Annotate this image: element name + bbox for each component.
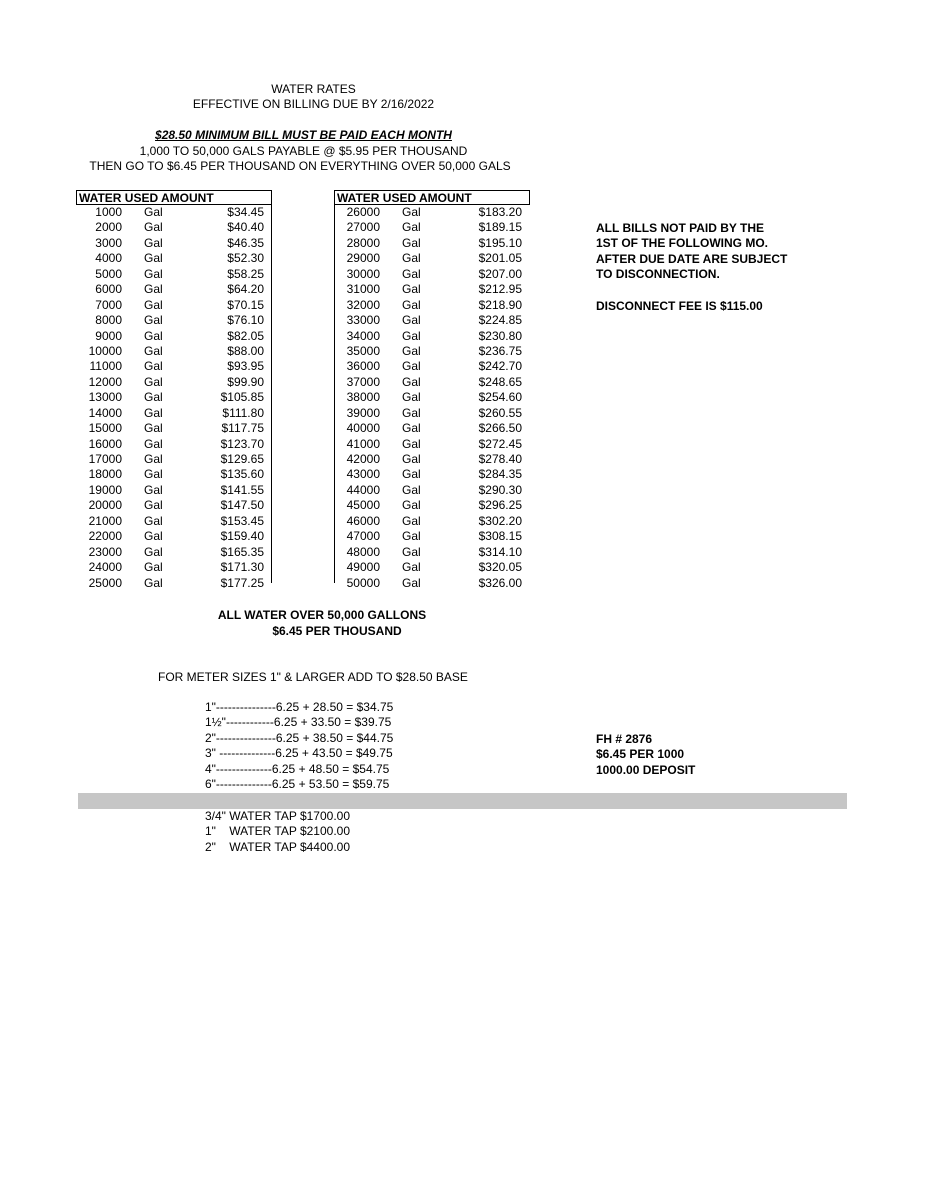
amount-cell: $266.50: [478, 421, 522, 436]
unit-cell: Gal: [144, 359, 163, 374]
gallons-cell: 3000: [95, 235, 122, 250]
amount-cell: $296.25: [478, 498, 522, 513]
gallons-cell: 46000: [346, 513, 380, 528]
water-tap-item: 3/4" WATER TAP $1700.00: [205, 809, 351, 823]
gallons-cell: 48000: [346, 544, 380, 559]
effective-date: EFFECTIVE ON BILLING DUE BY 2/16/2022: [192, 97, 435, 111]
unit-cell: Gal: [144, 235, 163, 250]
gallons-cell: 23000: [88, 544, 122, 559]
amount-cell: $212.95: [478, 282, 522, 297]
unit-cell: Gal: [144, 575, 163, 590]
gallons-cell: 2000: [95, 220, 122, 235]
meter-size-item: 3" --------------6.25 + 43.50 = $49.75: [205, 746, 393, 761]
unit-cell: Gal: [144, 498, 163, 513]
meter-size-item: 1½"------------6.25 + 33.50 = $39.75: [205, 715, 392, 730]
table-row: [76, 313, 272, 328]
gallons-cell: 25000: [88, 575, 122, 590]
table-row: [334, 529, 530, 544]
gallons-cell: 33000: [346, 313, 380, 328]
notice-line: AFTER DUE DATE ARE SUBJECT: [596, 251, 788, 266]
unit-cell: Gal: [402, 266, 421, 281]
table-row: [334, 267, 530, 282]
unit-cell: Gal: [402, 575, 421, 590]
unit-cell: Gal: [402, 421, 421, 436]
gallons-cell: 29000: [346, 251, 380, 266]
unit-cell: Gal: [402, 529, 421, 544]
gallons-cell: 22000: [88, 529, 122, 544]
unit-cell: Gal: [402, 343, 421, 358]
amount-cell: $195.10: [478, 235, 522, 250]
amount-cell: $201.05: [478, 251, 522, 266]
unit-cell: Gal: [402, 359, 421, 374]
table-row: [76, 483, 272, 498]
gallons-cell: 20000: [88, 498, 122, 513]
gallons-cell: 45000: [346, 498, 380, 513]
hydrant-line: FH # 2876: [596, 732, 653, 746]
gallons-cell: 43000: [346, 467, 380, 482]
notice-line: 1ST OF THE FOLLOWING MO.: [596, 236, 768, 251]
table-row: [334, 452, 530, 467]
unit-cell: Gal: [144, 313, 163, 328]
amount-cell: $302.20: [478, 513, 522, 528]
amount-cell: $64.20: [227, 282, 264, 297]
unit-cell: Gal: [144, 251, 163, 266]
amount-cell: $46.35: [227, 235, 264, 250]
gallons-cell: 27000: [346, 220, 380, 235]
gallons-cell: 13000: [88, 390, 122, 405]
unit-cell: Gal: [144, 220, 163, 235]
amount-cell: $135.60: [220, 467, 264, 482]
amount-cell: $242.70: [478, 359, 522, 374]
unit-cell: Gal: [144, 467, 163, 482]
gallons-cell: 14000: [88, 405, 122, 420]
gallons-cell: 1000: [95, 205, 122, 219]
rate-line-2: THEN GO TO $6.45 PER THOUSAND ON EVERYTHING OVER 50,000 GALS: [89, 159, 511, 173]
amount-cell: $314.10: [478, 544, 522, 559]
amount-cell: $218.90: [478, 297, 522, 312]
table-row: [334, 437, 530, 452]
unit-cell: Gal: [402, 405, 421, 420]
gallons-cell: 47000: [346, 529, 380, 544]
table-row: [334, 282, 530, 297]
amount-cell: $88.00: [227, 343, 264, 358]
unit-cell: Gal: [144, 328, 163, 343]
table-row: [76, 298, 272, 313]
amount-cell: $189.15: [478, 220, 522, 235]
table-row: [76, 545, 272, 560]
table-row: [76, 576, 272, 591]
table-row: [334, 313, 530, 328]
amount-cell: $260.55: [478, 405, 522, 420]
table-body: [334, 205, 530, 591]
table-row: [334, 375, 530, 390]
gallons-cell: 5000: [95, 266, 122, 281]
amount-cell: $93.95: [227, 359, 264, 374]
table-header: WATER USED AMOUNT: [334, 190, 530, 205]
unit-cell: Gal: [402, 251, 421, 266]
amount-cell: $34.45: [227, 205, 264, 219]
table-row: [76, 282, 272, 297]
gallons-cell: 31000: [346, 282, 380, 297]
unit-cell: Gal: [402, 436, 421, 451]
table-row: [334, 576, 530, 591]
gallons-cell: 28000: [346, 235, 380, 250]
amount-cell: $177.25: [220, 575, 264, 590]
table-row: [76, 529, 272, 544]
gallons-cell: 32000: [346, 297, 380, 312]
gallons-cell: 30000: [346, 266, 380, 281]
amount-cell: $147.50: [220, 498, 264, 513]
gallons-cell: 17000: [88, 452, 122, 466]
unit-cell: Gal: [144, 297, 163, 312]
amount-cell: $153.45: [220, 513, 264, 528]
meter-heading: FOR METER SIZES 1" & LARGER ADD TO $28.50 BASE: [158, 670, 468, 684]
unit-cell: Gal: [402, 235, 421, 250]
amount-cell: $278.40: [478, 452, 522, 466]
gallons-cell: 12000: [88, 374, 122, 389]
meter-size-list: [205, 700, 393, 792]
gallons-cell: 15000: [88, 421, 122, 436]
table-row: [76, 344, 272, 359]
gallons-cell: 41000: [346, 436, 380, 451]
table-row: [334, 483, 530, 498]
unit-cell: Gal: [402, 374, 421, 389]
gallons-cell: 19000: [88, 482, 122, 497]
notice-line: ALL BILLS NOT PAID BY THE: [596, 221, 765, 235]
gallons-cell: 24000: [88, 560, 122, 575]
gallons-cell: 37000: [346, 374, 380, 389]
amount-cell: $320.05: [478, 560, 522, 575]
unit-cell: Gal: [144, 205, 163, 219]
amount-cell: $171.30: [220, 560, 264, 575]
amount-cell: $40.40: [227, 220, 264, 235]
amount-cell: $272.45: [478, 436, 522, 451]
unit-cell: Gal: [402, 282, 421, 297]
water-tap-item: 1" WATER TAP $2100.00: [205, 824, 350, 839]
water-tap-list: [205, 809, 350, 855]
page-title: WATER RATES: [271, 82, 356, 96]
table-row: [334, 205, 530, 220]
unit-cell: Gal: [144, 513, 163, 528]
meter-size-item: 1"---------------6.25 + 28.50 = $34.75: [205, 700, 394, 714]
amount-cell: $224.85: [478, 313, 522, 328]
amount-cell: $326.00: [478, 575, 522, 590]
amount-cell: $129.65: [220, 452, 264, 466]
unit-cell: Gal: [144, 452, 163, 466]
table-row: [76, 205, 272, 220]
gallons-cell: 35000: [346, 343, 380, 358]
unit-cell: Gal: [144, 421, 163, 436]
disconnect-fee: DISCONNECT FEE IS $115.00: [596, 299, 763, 313]
table-row: [334, 251, 530, 266]
amount-cell: $284.35: [478, 467, 522, 482]
table-row: [334, 545, 530, 560]
gallons-cell: 16000: [88, 436, 122, 451]
hydrant-line: 1000.00 DEPOSIT: [596, 762, 696, 777]
divider-bar: [78, 793, 847, 809]
table-row: [334, 514, 530, 529]
unit-cell: Gal: [402, 390, 421, 405]
amount-cell: $254.60: [478, 390, 522, 405]
gallons-cell: 34000: [346, 328, 380, 343]
table-row: [76, 560, 272, 575]
amount-cell: $52.30: [227, 251, 264, 266]
gallons-cell: 9000: [95, 328, 122, 343]
gallons-cell: 8000: [95, 313, 122, 328]
table-row: [76, 498, 272, 513]
unit-cell: Gal: [402, 313, 421, 328]
hydrant-line: $6.45 PER 1000: [596, 747, 685, 762]
table-row: [76, 390, 272, 405]
table-row: [76, 421, 272, 436]
table-row: [334, 236, 530, 251]
table-row: [334, 298, 530, 313]
rate-table-left: [76, 190, 272, 591]
table-row: [334, 406, 530, 421]
amount-cell: $159.40: [220, 529, 264, 544]
unit-cell: Gal: [402, 205, 421, 219]
unit-cell: Gal: [402, 220, 421, 235]
gallons-cell: 44000: [346, 482, 380, 497]
amount-cell: $70.15: [227, 297, 264, 312]
amount-cell: $290.30: [478, 482, 522, 497]
amount-cell: $183.20: [478, 205, 522, 219]
table-header: WATER USED AMOUNT: [76, 190, 272, 205]
meter-size-item: 4"--------------6.25 + 48.50 = $54.75: [205, 761, 390, 776]
table-row: [76, 359, 272, 374]
gallons-cell: 11000: [89, 359, 122, 374]
unit-cell: Gal: [402, 467, 421, 482]
minimum-bill-notice: $28.50 MINIMUM BILL MUST BE PAID EACH MONTH: [155, 128, 452, 142]
unit-cell: Gal: [144, 544, 163, 559]
amount-cell: $141.55: [220, 482, 264, 497]
unit-cell: Gal: [402, 482, 421, 497]
rate-table-right: [334, 190, 530, 591]
meter-size-item: 2"---------------6.25 + 38.50 = $44.75: [205, 730, 394, 745]
amount-cell: $82.05: [227, 328, 264, 343]
table-row: [334, 421, 530, 436]
gallons-cell: 38000: [346, 390, 380, 405]
table-row: [76, 406, 272, 421]
unit-cell: Gal: [402, 452, 421, 466]
table-row: [76, 220, 272, 235]
table-row: [334, 359, 530, 374]
unit-cell: Gal: [402, 560, 421, 575]
amount-cell: $248.65: [478, 374, 522, 389]
gallons-cell: 42000: [346, 452, 380, 466]
unit-cell: Gal: [144, 482, 163, 497]
amount-cell: $308.15: [478, 529, 522, 544]
rate-line-1: 1,000 TO 50,000 GALS PAYABLE @ $5.95 PER THOUSAND: [139, 144, 468, 158]
unit-cell: Gal: [402, 498, 421, 513]
over-50k-line-2: $6.45 PER THOUSAND: [272, 624, 402, 638]
gallons-cell: 4000: [95, 251, 122, 266]
amount-cell: $165.35: [220, 544, 264, 559]
table-row: [76, 236, 272, 251]
unit-cell: Gal: [144, 436, 163, 451]
table-row: [76, 437, 272, 452]
unit-cell: Gal: [402, 544, 421, 559]
unit-cell: Gal: [144, 374, 163, 389]
table-row: [334, 498, 530, 513]
unit-cell: Gal: [144, 343, 163, 358]
gallons-cell: 10000: [88, 343, 122, 358]
meter-size-item: 6"--------------6.25 + 53.50 = $59.75: [205, 777, 390, 792]
gallons-cell: 39000: [346, 405, 380, 420]
unit-cell: Gal: [144, 560, 163, 575]
unit-cell: Gal: [144, 405, 163, 420]
table-row: [76, 375, 272, 390]
table-body: [76, 205, 272, 591]
amount-cell: $230.80: [478, 328, 522, 343]
table-row: [76, 329, 272, 344]
hydrant-info: [596, 732, 695, 778]
gallons-cell: 36000: [346, 359, 380, 374]
water-tap-item: 2" WATER TAP $4400.00: [205, 839, 350, 854]
amount-cell: $123.70: [220, 436, 264, 451]
amount-cell: $58.25: [227, 266, 264, 281]
table-row: [76, 467, 272, 482]
table-row: [76, 514, 272, 529]
late-payment-notice: [596, 221, 787, 283]
amount-cell: $111.80: [222, 405, 264, 420]
over-50k-line-1: ALL WATER OVER 50,000 GALLONS: [217, 608, 427, 622]
notice-line: TO DISCONNECTION.: [596, 267, 720, 282]
table-row: [334, 220, 530, 235]
table-row: [76, 452, 272, 467]
unit-cell: Gal: [144, 390, 163, 405]
table-row: [76, 267, 272, 282]
gallons-cell: 50000: [346, 575, 380, 590]
gallons-cell: 26000: [346, 205, 380, 219]
amount-cell: $99.90: [227, 374, 264, 389]
amount-cell: $117.75: [221, 421, 264, 436]
unit-cell: Gal: [402, 297, 421, 312]
amount-cell: $236.75: [478, 343, 522, 358]
amount-cell: $105.85: [220, 390, 264, 405]
unit-cell: Gal: [144, 529, 163, 544]
unit-cell: Gal: [402, 513, 421, 528]
unit-cell: Gal: [402, 328, 421, 343]
unit-cell: Gal: [144, 266, 163, 281]
table-row: [334, 390, 530, 405]
gallons-cell: 6000: [95, 282, 122, 297]
table-row: [334, 344, 530, 359]
gallons-cell: 21000: [88, 513, 122, 528]
unit-cell: Gal: [144, 282, 163, 297]
table-row: [334, 329, 530, 344]
table-row: [76, 251, 272, 266]
amount-cell: $76.10: [227, 313, 264, 328]
gallons-cell: 40000: [346, 421, 380, 436]
gallons-cell: 18000: [88, 467, 122, 482]
table-row: [334, 560, 530, 575]
table-row: [334, 467, 530, 482]
gallons-cell: 49000: [346, 560, 380, 575]
amount-cell: $207.00: [478, 266, 522, 281]
gallons-cell: 7000: [95, 297, 122, 312]
